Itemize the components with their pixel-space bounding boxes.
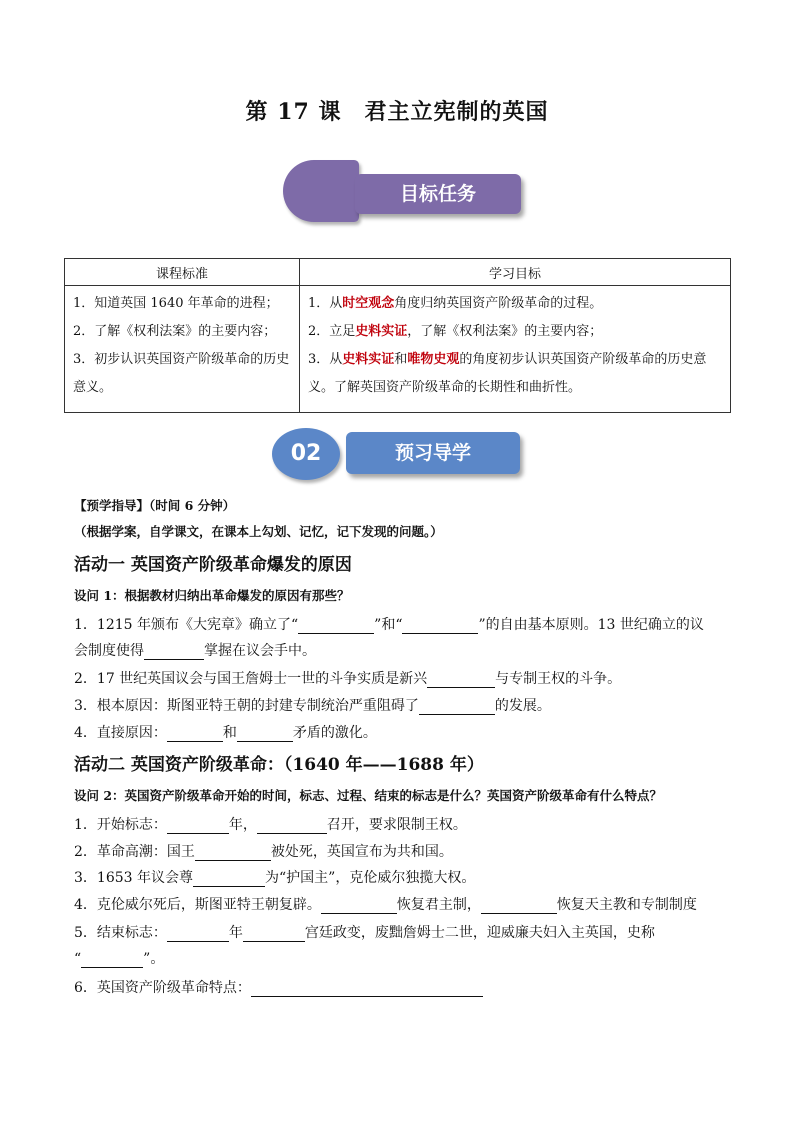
list-item: “ ”。 [74, 951, 165, 967]
banner-label: 目标任务 [355, 174, 521, 214]
blank-field[interactable] [427, 673, 495, 688]
objective-item: 2．立足史料实证，了解《权利法案》的主要内容； [308, 324, 603, 339]
objective-item: 1．从时空观念角度归纳英国资产阶级革命的过程。 [308, 296, 603, 311]
question-text: 设问 1：根据教材归纳出革命爆发的原因有那些？ [74, 588, 350, 603]
blank-field[interactable] [167, 927, 229, 942]
blank-field[interactable] [481, 899, 557, 914]
activity-heading: 活动二 英国资产阶级革命：（1640 年——1688 年） [74, 755, 484, 775]
banner-label: 预习导学 [346, 432, 520, 474]
section-banner-preview [272, 428, 524, 484]
list-item: 1．1215 年颁布《大宪章》确立了“ ”和“ ”的自由基本原则。13 世纪确立的议 [74, 617, 704, 633]
key-term: 史料实证 [342, 352, 395, 367]
objective-item: 3．从史料实证和唯物史观的角度初步认识英国资产阶级革命的历史意义。了解英国资产阶级革命的长期性和曲折性。 [308, 352, 707, 395]
guide-heading: 【预学指导】（时间 6 分钟） [74, 498, 236, 513]
list-item: 4．直接原因： 和 矛盾的激化。 [74, 725, 377, 741]
blank-field[interactable] [298, 619, 374, 634]
section-number-badge: 02 [272, 428, 340, 480]
list-item: 会制度使得 掌握在议会手中。 [74, 643, 316, 659]
blank-field[interactable] [257, 819, 327, 834]
key-term: 时空观念 [342, 296, 395, 311]
blank-field[interactable] [193, 872, 265, 887]
list-item: 6．英国资产阶级革命特点： [74, 977, 483, 997]
goals-table [64, 258, 731, 413]
standard-item: 3．初步认识英国资产阶级革命的历史意义。 [73, 352, 290, 395]
list-item: 3．1653 年议会尊 为“护国主”，克伦威尔独揽大权。 [74, 870, 476, 886]
blank-field[interactable] [237, 727, 293, 742]
list-item: 2．17 世纪英国议会与国王詹姆士一世的斗争实质是新兴 与专制王权的斗争。 [74, 671, 622, 687]
standard-item: 2．了解《权利法案》的主要内容； [73, 324, 277, 339]
list-item: 1．开始标志： 年， 召开，要求限制王权。 [74, 817, 467, 833]
learning-objectives-cell [300, 286, 731, 413]
question-text: 设问 2：英国资产阶级革命开始的时间，标志、过程、结束的标志是什么？英国资产阶级革命有什么特点？ [74, 788, 663, 803]
course-standards-cell [65, 286, 300, 413]
blank-field[interactable] [402, 619, 478, 634]
list-item: 5．结束标志： 年 宫廷政变，废黜詹姆士二世，迎威廉夫妇入主英国，史称 [74, 925, 655, 941]
blank-field[interactable] [251, 982, 483, 997]
guide-instruction: （根据学案，自学课文，在课本上勾划、记忆，记下发现的问题。） [74, 524, 443, 539]
blank-field[interactable] [144, 645, 204, 660]
blank-field[interactable] [167, 727, 223, 742]
table-header-objectives: 学习目标 [300, 259, 731, 286]
key-term: 唯物史观 [407, 352, 460, 367]
blank-field[interactable] [243, 927, 305, 942]
blank-field[interactable] [81, 953, 143, 968]
activity-heading: 活动一 英国资产阶级革命爆发的原因 [74, 555, 352, 575]
list-item: 3．根本原因：斯图亚特王朝的封建专制统治严重阻碍了 的发展。 [74, 698, 551, 714]
list-item: 2．革命高潮：国王 被处死，英国宣布为共和国。 [74, 844, 453, 860]
table-header-standard: 课程标准 [65, 259, 300, 286]
list-item: 4．克伦威尔死后，斯图亚特王朝复辟。 恢复君主制， 恢复天主教和专制制度 [74, 897, 697, 913]
blank-field[interactable] [419, 700, 495, 715]
section-banner-goals [283, 160, 523, 226]
blank-field[interactable] [167, 819, 229, 834]
page-title: 第 17 课 君主立宪制的英国 [245, 99, 549, 125]
standard-item: 1．知道英国 1640 年革命的进程； [73, 296, 279, 311]
blank-field[interactable] [321, 899, 397, 914]
blank-field[interactable] [195, 846, 271, 861]
banner-decoration-shape [283, 160, 359, 222]
key-term: 史料实证 [355, 324, 408, 339]
